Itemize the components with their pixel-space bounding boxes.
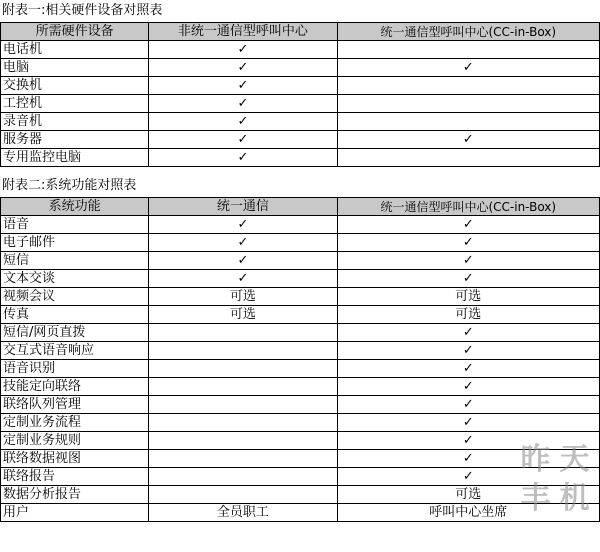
cell-value: ✓: [149, 234, 337, 252]
row-label: 电脑: [1, 59, 149, 77]
row-label: 语音: [1, 216, 149, 234]
table-row: [1, 77, 600, 95]
cell-value: ✓: [149, 252, 337, 270]
cell-value: [149, 450, 337, 468]
cell-value: 全员职工: [149, 504, 337, 522]
table1-header-col3: 统一通信型呼叫中心(CC-in-Box): [337, 23, 599, 41]
table-row: [1, 504, 600, 522]
cell-value: 可选: [337, 288, 599, 306]
table-row: [1, 414, 600, 432]
cell-value: ✓: [337, 252, 599, 270]
table-row: [1, 149, 600, 167]
table2-header-col2: 统一通信: [149, 198, 337, 216]
table1-header-col1: 所需硬件设备: [1, 23, 149, 41]
row-label: 电子邮件: [1, 234, 149, 252]
cell-value: ✓: [337, 131, 599, 149]
row-label: 电话机: [1, 41, 149, 59]
cell-value: 可选: [149, 306, 337, 324]
cell-value: ✓: [149, 131, 337, 149]
cell-value: 可选: [337, 306, 599, 324]
row-label: 联络队列管理: [1, 396, 149, 414]
cell-value: ✓: [337, 234, 599, 252]
row-label: 定制业务规则: [1, 432, 149, 450]
table-row: [1, 59, 600, 77]
row-label: 用户: [1, 504, 149, 522]
cell-value: [149, 324, 337, 342]
cell-value: [337, 77, 599, 95]
row-label: 工控机: [1, 95, 149, 113]
table-row: [1, 396, 600, 414]
table-row: [1, 360, 600, 378]
table-row: [1, 131, 600, 149]
cell-value: ✓: [337, 342, 599, 360]
row-label: 录音机: [1, 113, 149, 131]
cell-value: ✓: [337, 360, 599, 378]
cell-value: 可选: [337, 486, 599, 504]
cell-value: ✓: [337, 414, 599, 432]
table-header-row: [1, 198, 600, 216]
cell-value: ✓: [149, 59, 337, 77]
cell-value: ✓: [337, 324, 599, 342]
table-row: [1, 450, 600, 468]
table2-caption: 附表二:系统功能对照表: [2, 178, 137, 193]
cell-value: ✓: [337, 450, 599, 468]
table-row: [1, 95, 600, 113]
row-label: 定制业务流程: [1, 414, 149, 432]
table-row: [1, 113, 600, 131]
cell-value: [337, 113, 599, 131]
table1-header-col2: 非统一通信型呼叫中心: [149, 23, 337, 41]
row-label: 视频会议: [1, 288, 149, 306]
cell-value: [337, 41, 599, 59]
table-row: [1, 306, 600, 324]
cell-value: [149, 396, 337, 414]
cell-value: ✓: [337, 216, 599, 234]
row-label: 交互式语音响应: [1, 342, 149, 360]
section-spacer: [0, 167, 600, 175]
row-label: 传真: [1, 306, 149, 324]
row-label: 服务器: [1, 131, 149, 149]
table2-header-col1: 系统功能: [1, 198, 149, 216]
row-label: 文本交谈: [1, 270, 149, 288]
cell-value: [149, 432, 337, 450]
row-label: 数据分析报告: [1, 486, 149, 504]
cell-value: ✓: [337, 396, 599, 414]
watermark-char: 丰: [520, 480, 551, 516]
watermark-char: 昨: [520, 441, 551, 477]
cell-value: [149, 378, 337, 396]
table-row: [1, 378, 600, 396]
row-label: 技能定向联络: [1, 378, 149, 396]
cell-value: [149, 360, 337, 378]
cell-value: ✓: [149, 77, 337, 95]
row-label: 联络数据视图: [1, 450, 149, 468]
hardware-comparison-table: [0, 22, 600, 167]
watermark-char: 机: [559, 480, 590, 516]
cell-value: ✓: [149, 95, 337, 113]
system-function-comparison-table: [0, 197, 600, 522]
table-row: [1, 432, 600, 450]
row-label: 交换机: [1, 77, 149, 95]
table1-caption: 附表一:相关硬件设备对照表: [2, 3, 163, 18]
cell-value: [149, 414, 337, 432]
cell-value: [149, 486, 337, 504]
cell-value: [149, 468, 337, 486]
table-row: [1, 234, 600, 252]
cell-value: ✓: [149, 113, 337, 131]
cell-value: ✓: [337, 378, 599, 396]
cell-value: ✓: [337, 468, 599, 486]
table-row: [1, 468, 600, 486]
table-row: [1, 342, 600, 360]
cell-value: 呼叫中心坐席: [337, 504, 599, 522]
cell-value: ✓: [149, 216, 337, 234]
watermark-char: 天: [559, 441, 590, 477]
table-row: [1, 486, 600, 504]
row-label: 语音识别: [1, 360, 149, 378]
table-row: [1, 288, 600, 306]
cell-value: ✓: [337, 59, 599, 77]
cell-value: ✓: [149, 270, 337, 288]
cell-value: ✓: [337, 270, 599, 288]
table-header-row: [1, 23, 600, 41]
table-row: [1, 216, 600, 234]
table-row: [1, 252, 600, 270]
table-row: [1, 324, 600, 342]
row-label: 专用监控电脑: [1, 149, 149, 167]
cell-value: ✓: [149, 41, 337, 59]
row-label: 短信/网页直拨: [1, 324, 149, 342]
cell-value: [149, 342, 337, 360]
cell-value: 可选: [149, 288, 337, 306]
cell-value: [337, 95, 599, 113]
cell-value: ✓: [149, 149, 337, 167]
table-row: [1, 41, 600, 59]
cell-value: [337, 149, 599, 167]
table2-header-col3: 统一通信型呼叫中心(CC-in-Box): [337, 198, 599, 216]
table-row: [1, 270, 600, 288]
row-label: 短信: [1, 252, 149, 270]
row-label: 联络报告: [1, 468, 149, 486]
cell-value: ✓: [337, 432, 599, 450]
